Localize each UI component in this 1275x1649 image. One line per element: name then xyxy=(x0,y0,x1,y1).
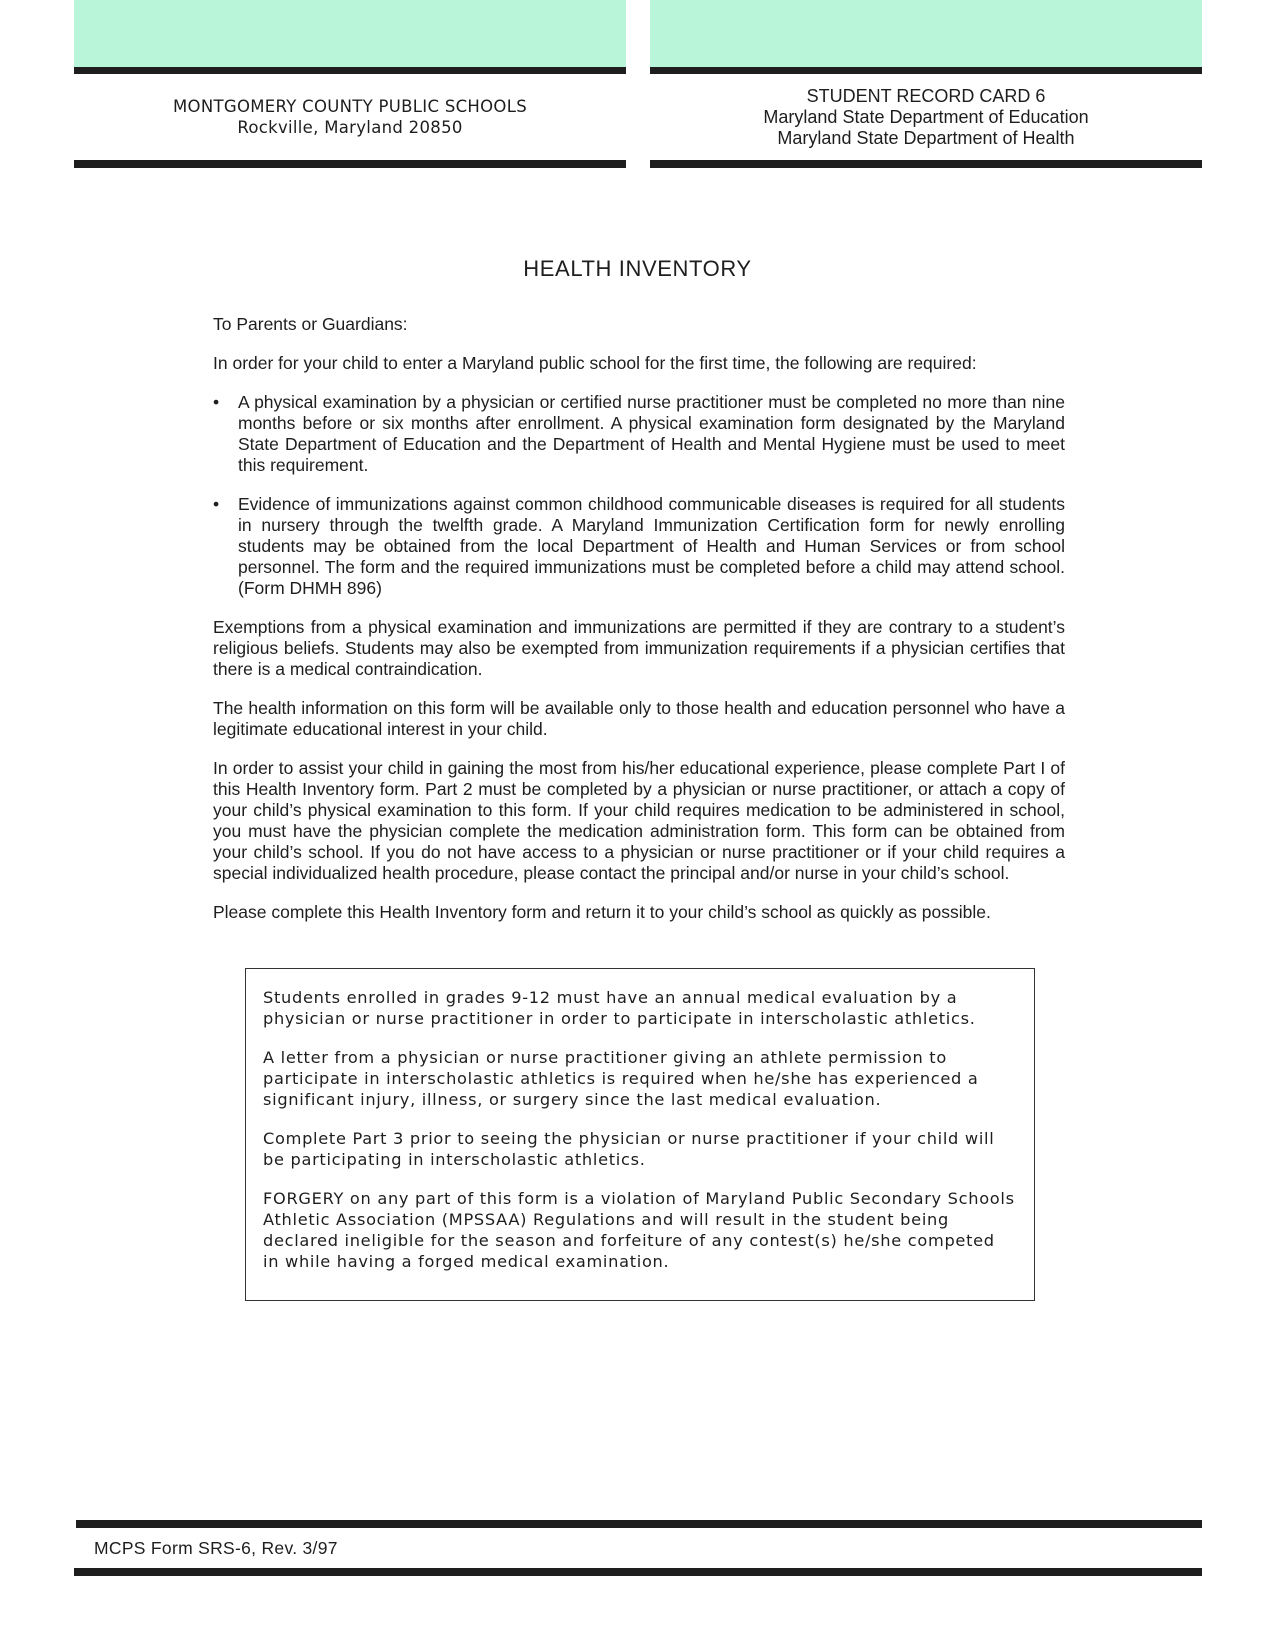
notice-paragraph: A letter from a physician or nurse practitioner giving an athlete permission to participate in interscholastic athletics is required when he/she has experienced a significant injury, illness, or surgery since the last medical evaluation. xyxy=(263,1048,979,1109)
footer-rule xyxy=(76,1520,1202,1528)
notice-paragraph: Students enrolled in grades 9-12 must have an annual medical evaluation by a physician or nurse practitioner in order to participate in interscholastic athletics. xyxy=(263,988,976,1028)
header-left xyxy=(74,0,626,168)
header-color-band xyxy=(650,0,1202,67)
district-name: MONTGOMERY COUNTY PUBLIC SCHOOLS xyxy=(173,97,527,116)
bullet-icon: • xyxy=(213,494,220,514)
header-rule xyxy=(74,160,626,168)
header-right xyxy=(650,0,1202,168)
notice-paragraph: FORGERY on any part of this form is a violation of Maryland Public Secondary Schools Athletic Association (MPSSAA) Regulations and will result in the student being declared ineligible for the season and forfeiture of any contest(s) he/she competed in while having a forged medical examination. xyxy=(263,1189,1015,1271)
intro-paragraph: In order for your child to enter a Maryland public school for the first time, the following are required: xyxy=(213,353,977,373)
privacy-paragraph: The health information on this form will be available only to those health and education personnel who have a legitimate educational interest in your child. xyxy=(213,698,1065,739)
bullet-icon: • xyxy=(213,392,220,412)
agency-education: Maryland State Department of Education xyxy=(763,106,1089,127)
header-rule xyxy=(74,67,626,74)
requirement-text: Evidence of immunizations against common childhood communicable diseases is required for all students in nursery through the twelfth grade. A Maryland Immunization Certification form for newly enrolling students may be obtained from the local Department of Health and Human Services or from school personnel. The form and the required immunizations must be completed before a child may attend school. (Form DHMH 896) xyxy=(238,494,1065,598)
requirement-text: A physical examination by a physician or certified nurse practitioner must be completed no more than nine months before or six months after enrollment. A physical examination form designated by the Maryland State Department of Education and the Department of Health and Mental Hygiene must be used to meet this requirement. xyxy=(238,392,1065,475)
letter-body xyxy=(213,314,1065,941)
record-card-block xyxy=(650,74,1202,160)
athletics-notice-box xyxy=(245,968,1035,1301)
instructions-paragraph: In order to assist your child in gaining the most from his/her educational experience, please complete Part I of this Health Inventory form. Part 2 must be completed by a physician or nurse practitioner, or attach a copy of your child’s physical examination to this form. If your child requires medication to be administered in school, you must have the physician complete the medication administration form. This form can be obtained from your child’s school. If you do not have access to a physician or nurse practitioner or if your child requires a special individualized health procedure, please contact the principal and/or nurse in your child’s school. xyxy=(213,758,1065,883)
header-rule xyxy=(650,67,1202,74)
return-paragraph: Please complete this Health Inventory form and return it to your child’s school as quickly as possible. xyxy=(213,902,991,922)
salutation: To Parents or Guardians: xyxy=(213,314,408,334)
page-title: HEALTH INVENTORY xyxy=(523,256,752,281)
requirement-item xyxy=(213,392,1065,476)
header-color-band xyxy=(74,0,626,67)
exemptions-paragraph: Exemptions from a physical examination and immunizations are permitted if they are contrary to a student’s religious beliefs. Students may also be exempted from immunization requirements if a physician certifies that there is a medical contraindication. xyxy=(213,617,1065,679)
requirement-item xyxy=(213,494,1065,599)
header-rule xyxy=(650,160,1202,168)
district-block xyxy=(74,74,626,160)
district-address: Rockville, Maryland 20850 xyxy=(237,118,463,137)
record-card-title: STUDENT RECORD CARD 6 xyxy=(806,85,1046,106)
notice-paragraph: Complete Part 3 prior to seeing the physician or nurse practitioner if your child will be participating in interscholastic athletics. xyxy=(263,1129,995,1169)
footer-rule xyxy=(74,1568,1202,1576)
form-number: MCPS Form SRS-6, Rev. 3/97 xyxy=(94,1538,338,1558)
agency-health: Maryland State Department of Health xyxy=(777,127,1075,148)
